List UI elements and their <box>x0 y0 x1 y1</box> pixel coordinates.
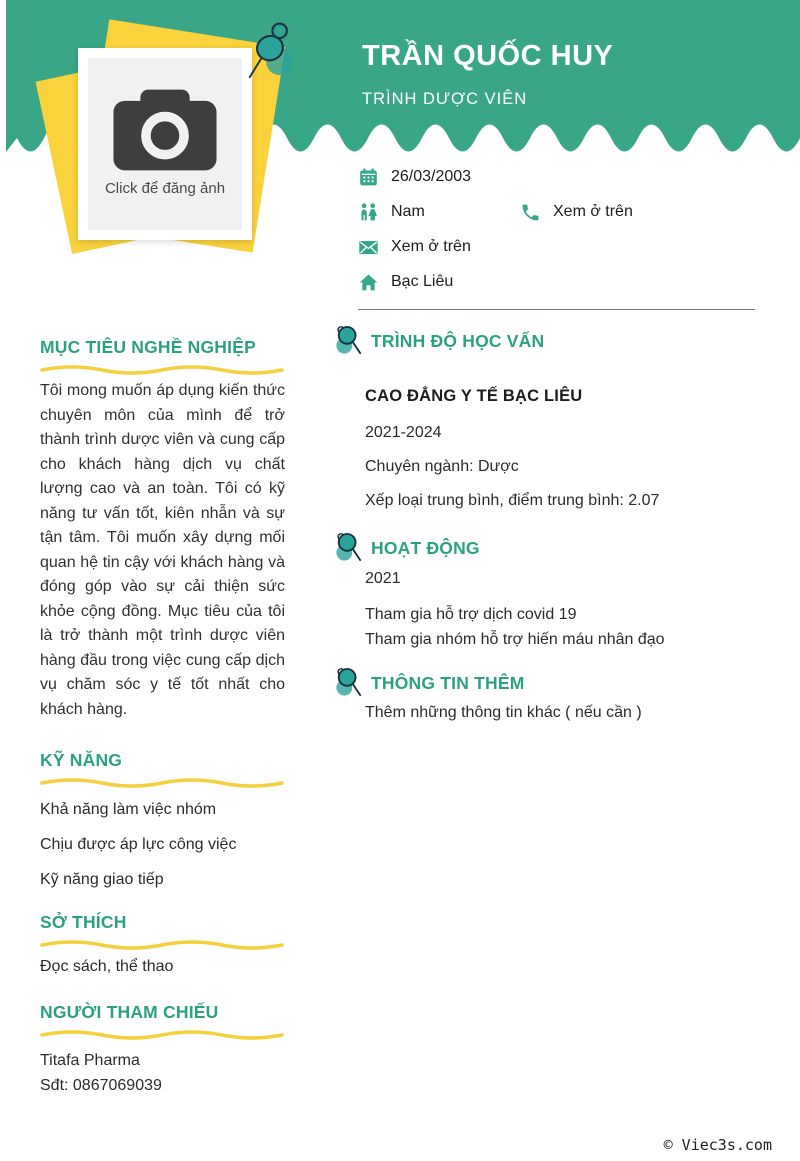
email-value: Xem ở trên <box>391 238 471 255</box>
calendar-icon <box>358 167 379 188</box>
gender-icon <box>358 202 379 223</box>
section-title-references: NGƯỜI THAM CHIẾU <box>40 1002 219 1022</box>
section-header-education <box>335 325 763 357</box>
photo-upload-area[interactable] <box>78 48 252 240</box>
skill-item: Kỹ năng giao tiếp <box>40 871 164 888</box>
section-header-activities <box>335 532 763 564</box>
home-icon <box>358 272 379 293</box>
contact-section <box>358 166 758 310</box>
gender-cell <box>358 202 520 223</box>
left-column <box>40 330 285 1098</box>
address-value: Bạc Liêu <box>391 273 454 290</box>
yellow-wave-underline <box>40 775 285 789</box>
education-school: CAO ĐẲNG Y TẾ BẠC LIÊU <box>365 387 583 405</box>
reference-name: Titafa Pharma <box>40 1052 140 1069</box>
camera-icon <box>109 84 221 176</box>
pushpin-icon <box>335 667 363 699</box>
contact-row-address <box>358 271 758 293</box>
contact-row-gender-phone <box>358 201 758 223</box>
candidate-title: TRÌNH DƯỢC VIÊN <box>362 90 528 108</box>
pushpin-icon <box>243 20 297 84</box>
envelope-icon <box>358 237 379 258</box>
pushpin-icon <box>335 325 363 357</box>
education-major: Chuyên ngành: Dược <box>365 458 519 475</box>
phone-cell <box>520 202 633 223</box>
section-title-objective: MỤC TIÊU NGHỀ NGHIỆP <box>40 337 256 357</box>
reference-phone: Sđt: 0867069039 <box>40 1077 162 1094</box>
yellow-wave-underline <box>40 1027 285 1041</box>
photo-placeholder <box>88 58 242 230</box>
skill-item: Khả năng làm việc nhóm <box>40 801 217 818</box>
gender-value: Nam <box>391 203 425 220</box>
section-title-skills: KỸ NĂNG <box>40 750 123 770</box>
watermark-copyright: © Viec3s.com <box>663 1136 772 1154</box>
education-period: 2021-2024 <box>365 424 442 441</box>
yellow-wave-underline <box>40 937 285 951</box>
skill-item: Chịu được áp lực công việc <box>40 836 237 853</box>
contact-divider <box>358 309 755 310</box>
photo-upload-label: Click để đăng ảnh <box>104 180 226 197</box>
hobby-item: Đọc sách, thể thao <box>40 958 174 975</box>
activity-item: Tham gia nhóm hỗ trợ hiến máu nhân đạo <box>365 630 665 648</box>
section-header-additional <box>335 667 763 699</box>
education-grade: Xếp loại trung bình, điểm trung bình: 2.07 <box>365 492 660 509</box>
pushpin-icon <box>335 532 363 564</box>
contact-row-dob <box>358 166 758 188</box>
phone-value: Xem ở trên <box>553 203 633 220</box>
candidate-name: TRẦN QUỐC HUY <box>362 40 614 72</box>
right-column <box>335 325 763 722</box>
additional-info-text: Thêm những thông tin khác ( nếu cần ) <box>365 704 642 721</box>
dob-value: 26/03/2003 <box>391 168 472 185</box>
section-title-hobbies: SỞ THÍCH <box>40 912 127 932</box>
section-title-activities: HOẠT ĐỘNG <box>371 537 480 558</box>
phone-icon <box>520 202 541 223</box>
section-title-education: TRÌNH ĐỘ HỌC VẤN <box>371 330 545 351</box>
activity-year: 2021 <box>365 570 401 587</box>
activity-item: Tham gia hỗ trợ dịch covid 19 <box>365 606 577 623</box>
contact-row-email <box>358 236 758 258</box>
section-title-additional: THÔNG TIN THÊM <box>371 672 525 693</box>
objective-text: Tôi mong muốn áp dụng kiến thức chuyên môn của mình để trở thành trình dược viên và cung cấp cho khách hàng dịch vụ chất lượng cao và an toàn. Tôi có kỹ năng tư vấn tốt, kiên nhẫn và sự tận tâm. Tôi muốn xây dựng mối quan hệ tin cậy với khách hàng và đóng góp vào sự cải thiện sức khỏe cộng đồng. Mục tiêu của tôi là trở thành một trình dược viên hàng đầu trong việc cung cấp dịch vụ chăm sóc y tế tốt nhất cho khách hàng. <box>40 382 285 718</box>
yellow-wave-underline <box>40 362 285 376</box>
